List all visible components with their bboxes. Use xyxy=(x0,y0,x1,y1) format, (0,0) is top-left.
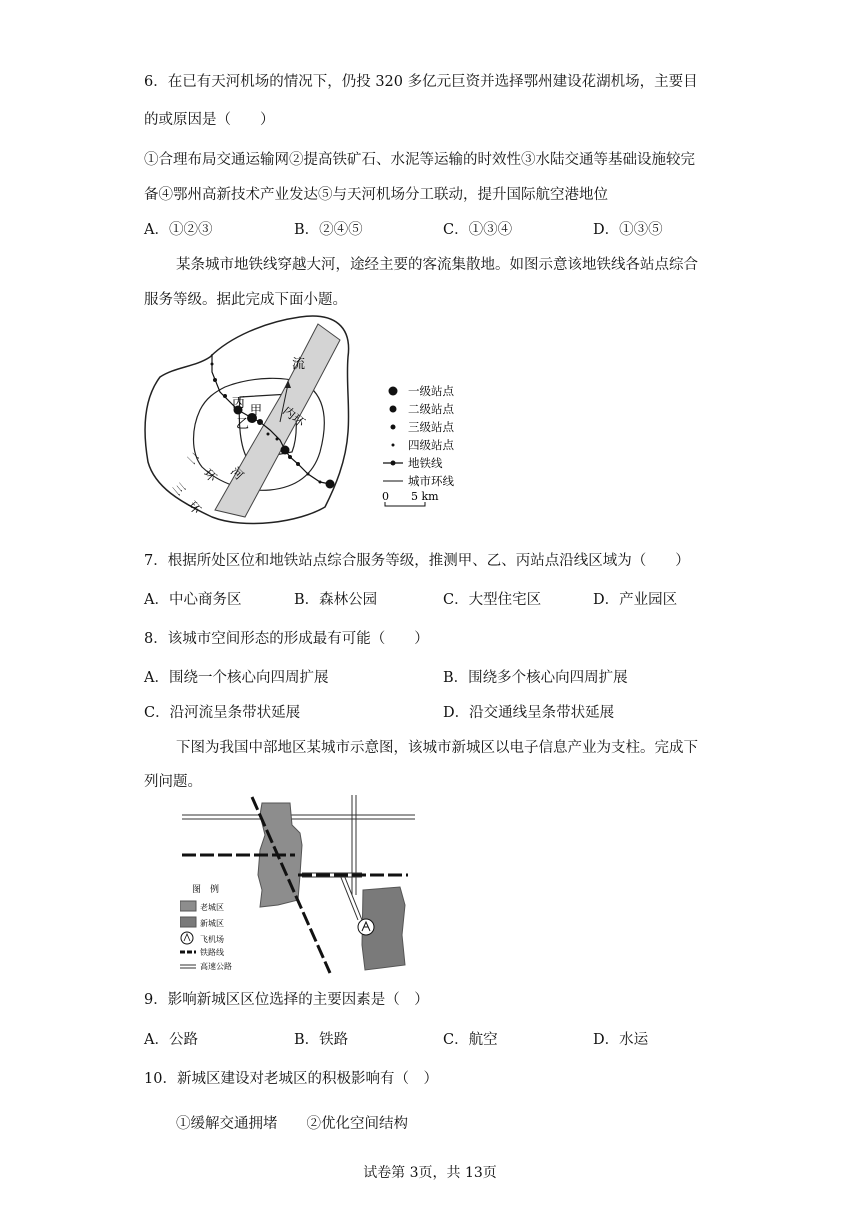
label-inner-ring: 内环 xyxy=(280,403,308,430)
passage1-line2: 服务等级。据此完成下面小题。 xyxy=(144,292,347,308)
svg-text:老城区: 老城区 xyxy=(200,903,224,912)
label-river-he: 河 xyxy=(227,464,247,483)
label-third-ring: 三 环 xyxy=(169,479,204,517)
q7-option-a: A．中心商务区 xyxy=(144,592,242,608)
q6-items-line1: ①合理布局交通运输网②提高铁矿石、水泥等运输的时效性③水陆交通等基础设施较完 xyxy=(144,152,695,168)
page-footer: 试卷第 3页，共 13页 xyxy=(363,1165,497,1181)
svg-text:新城区: 新城区 xyxy=(200,919,224,928)
svg-text:飞机场: 飞机场 xyxy=(200,935,224,944)
q8-option-a: A．围绕一个核心向四周扩展 xyxy=(144,670,329,686)
q8-stem: 8．该城市空间形态的形成最有可能（ ） xyxy=(144,631,429,647)
q6-option-d: D．①③⑤ xyxy=(593,222,663,238)
station-jia xyxy=(257,419,263,425)
subway-map-figure xyxy=(140,312,480,532)
q7-stem: 7．根据所处区位和地铁站点综合服务等级，推测甲、乙、丙站点沿线区域为（ ） xyxy=(144,553,690,569)
q7-option-b: B．森林公园 xyxy=(294,592,378,608)
q6-option-a: A．①②③ xyxy=(144,222,213,238)
river xyxy=(215,324,340,517)
passage1-line1: 某条城市地铁线穿越大河，途经主要的客流集散地。如图示意该地铁线各站点综合 xyxy=(176,257,698,273)
station-level1-end xyxy=(326,480,335,489)
q6-option-c: C．①③④ xyxy=(443,222,513,238)
label-jia: 甲 xyxy=(250,403,263,417)
q7-option-c: C．大型住宅区 xyxy=(443,592,542,608)
q9-option-d: D．水运 xyxy=(593,1032,649,1048)
svg-text:二级站点: 二级站点 xyxy=(408,402,454,416)
map2-legend-title: 图 例 xyxy=(192,885,220,895)
label-second-ring: 二 环 xyxy=(183,449,220,485)
passage2-line2: 列问题。 xyxy=(144,774,202,790)
q9-stem: 9．影响新城区区位选择的主要因素是（ ） xyxy=(144,992,429,1008)
passage2-line1: 下图为我国中部地区某城市示意图，该城市新城区以电子信息产业为支柱。完成下 xyxy=(176,740,698,756)
q8-option-b: B．围绕多个核心向四周扩展 xyxy=(443,670,628,686)
label-river: 流 xyxy=(292,357,306,372)
svg-text:铁路线: 铁路线 xyxy=(200,948,224,957)
svg-text:四级站点: 四级站点 xyxy=(408,438,454,452)
svg-text:高速公路: 高速公路 xyxy=(200,962,232,971)
q7-option-d: D．产业园区 xyxy=(593,592,678,608)
q9-option-a: A．公路 xyxy=(144,1032,198,1048)
q10-items: ①缓解交通拥堵 ②优化空间结构 xyxy=(176,1116,408,1132)
label-yi: 乙 xyxy=(236,417,250,432)
svg-text:三级站点: 三级站点 xyxy=(408,420,454,434)
label-bing: 丙 xyxy=(232,396,246,411)
svg-text:一级站点: 一级站点 xyxy=(408,384,454,398)
q9-option-b: B．铁路 xyxy=(294,1032,349,1048)
q6-option-b: B．②④⑤ xyxy=(294,222,363,238)
svg-text:城市环线: 城市环线 xyxy=(408,474,454,488)
q10-stem: 10．新城区建设对老城区的积极影响有（ ） xyxy=(144,1071,438,1087)
q8-option-c: C．沿河流呈条带状延展 xyxy=(144,705,301,721)
q6-stem-line1: 6．在已有天河机场的情况下，仍投 320 多亿元巨资并选择鄂州建设花湖机场，主要目 xyxy=(144,74,698,90)
station-level1-east xyxy=(281,446,290,455)
q6-items-line2: 备④鄂州高新技术产业发达⑤与天河机场分工联动，提升国际航空港地位 xyxy=(144,187,608,203)
q6-stem-line2: 的或原因是（ ） xyxy=(144,112,275,128)
map1-legend xyxy=(382,384,454,506)
city-map-figure xyxy=(180,795,420,980)
svg-text:地铁线: 地铁线 xyxy=(408,456,443,470)
map1-scale-label: 0 5 km xyxy=(382,490,439,503)
q8-option-d: D．沿交通线呈条带状延展 xyxy=(443,705,615,721)
q9-option-c: C．航空 xyxy=(443,1032,498,1048)
